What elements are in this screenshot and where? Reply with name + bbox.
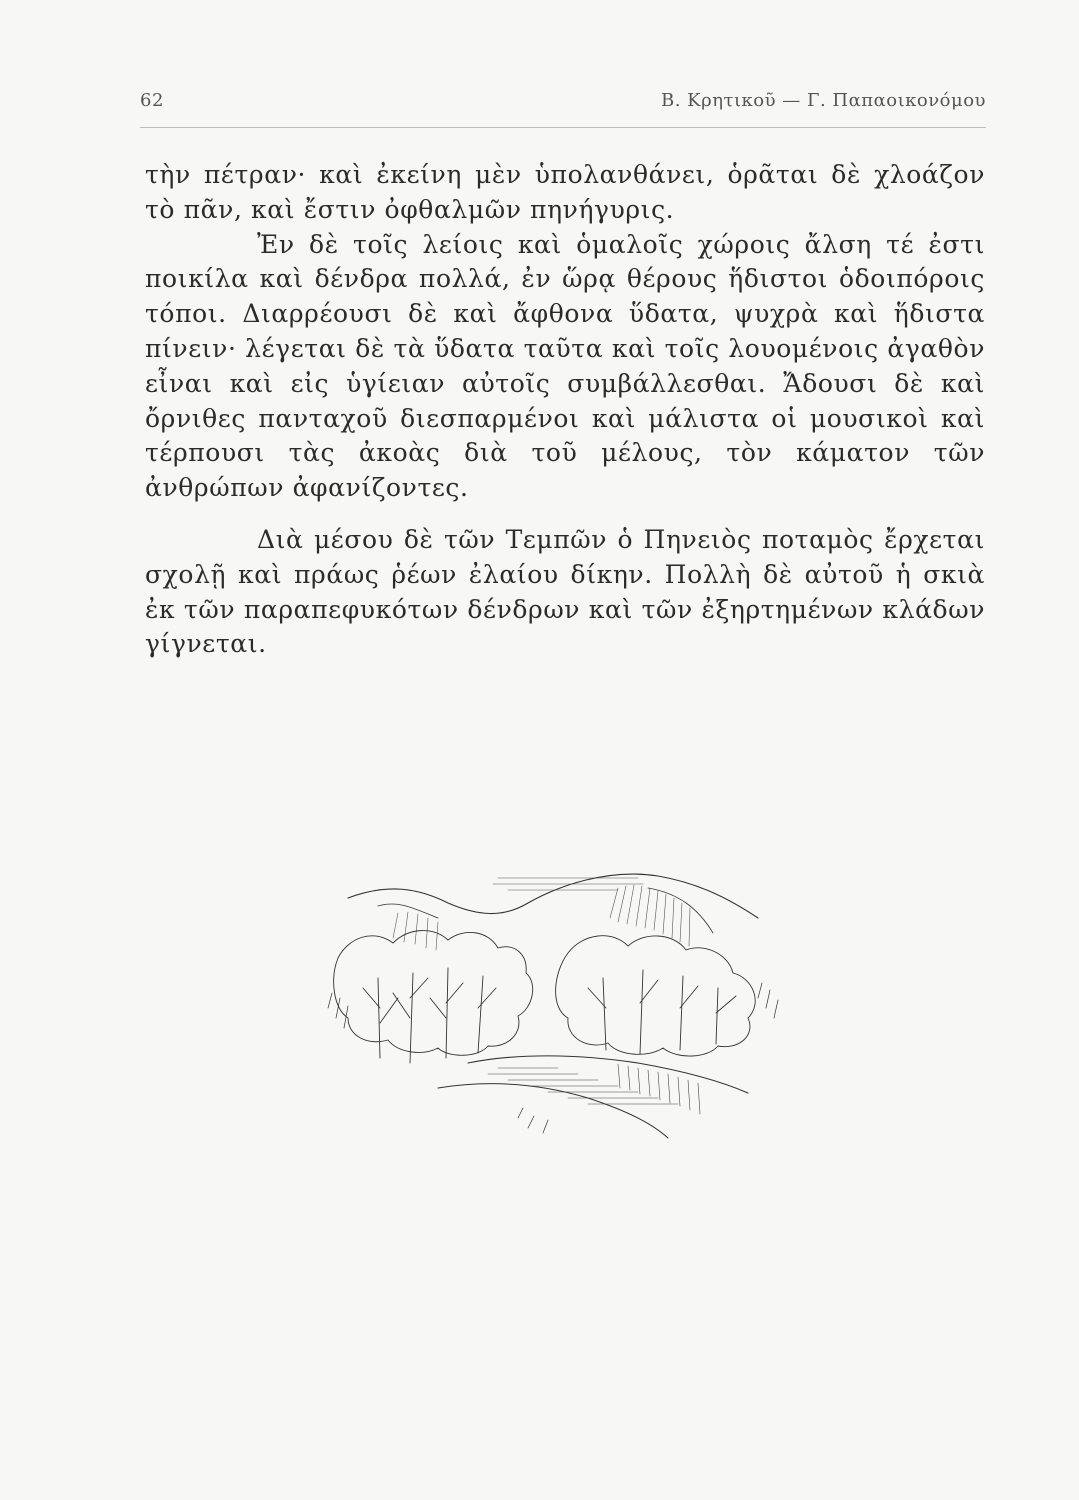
landscape-illustration: [318, 858, 798, 1148]
page-number: 62: [140, 90, 164, 111]
paragraph-3: Διὰ μέσου δὲ τῶν Τεμπῶν ὁ Πηνειὸς ποταμὸς ἔρχεται σχολῇ καὶ πράως ῥέων ἐλαίου δίκην. Πολλὴ δὲ αὐτοῦ ἡ σκιὰ ἐκ τῶν παραπεφυκότων δένδρων καὶ τῶν ἐξηρτημένων κλάδων γίγνεται.: [145, 524, 985, 659]
main-text: [145, 158, 985, 662]
paragraph-2: Ἐν δὲ τοῖς λείοις καὶ ὁμαλοῖς χώροις ἄλση τέ ἐστι ποικίλα καὶ δένδρα πολλά, ἐν ὥρᾳ θέρους ἥδιστοι ὁδοιπόροις τόποι. Διαρρέουσι δὲ καὶ ἄφθονα ὕδατα, ψυχρὰ καὶ ἥδιστα πίνειν· λέγεται δὲ τὰ ὕδατα ταῦτα καὶ τοῖς λουομένοις ἀγαθὸν εἶναι καὶ εἰς ὑγίειαν αὐτοῖς συμβάλλεσθαι. Ἄδουσι δὲ καὶ ὄρνιθες πανταχοῦ διεσπαρμένοι καὶ μάλιστα οἱ μουσικοὶ καὶ τέρπουσι τὰς ἀκοὰς διὰ τοῦ μέλους, τὸν κάματον τῶν ἀνθρώπων ἀφανίζοντες.: [145, 229, 985, 503]
header-rule: [140, 127, 986, 128]
paragraph-1: τὴν πέτραν· καὶ ἐκείνη μὲν ὑπολανθάνει, ὁρᾶται δὲ χλοάζον τὸ πᾶν, καὶ ἔστιν ὀφθαλμῶν πηνήγυρις.: [145, 160, 985, 224]
running-head: [140, 90, 986, 120]
running-title: Β. Κρητικοῦ — Γ. Παπαοικονόμου: [661, 90, 986, 111]
